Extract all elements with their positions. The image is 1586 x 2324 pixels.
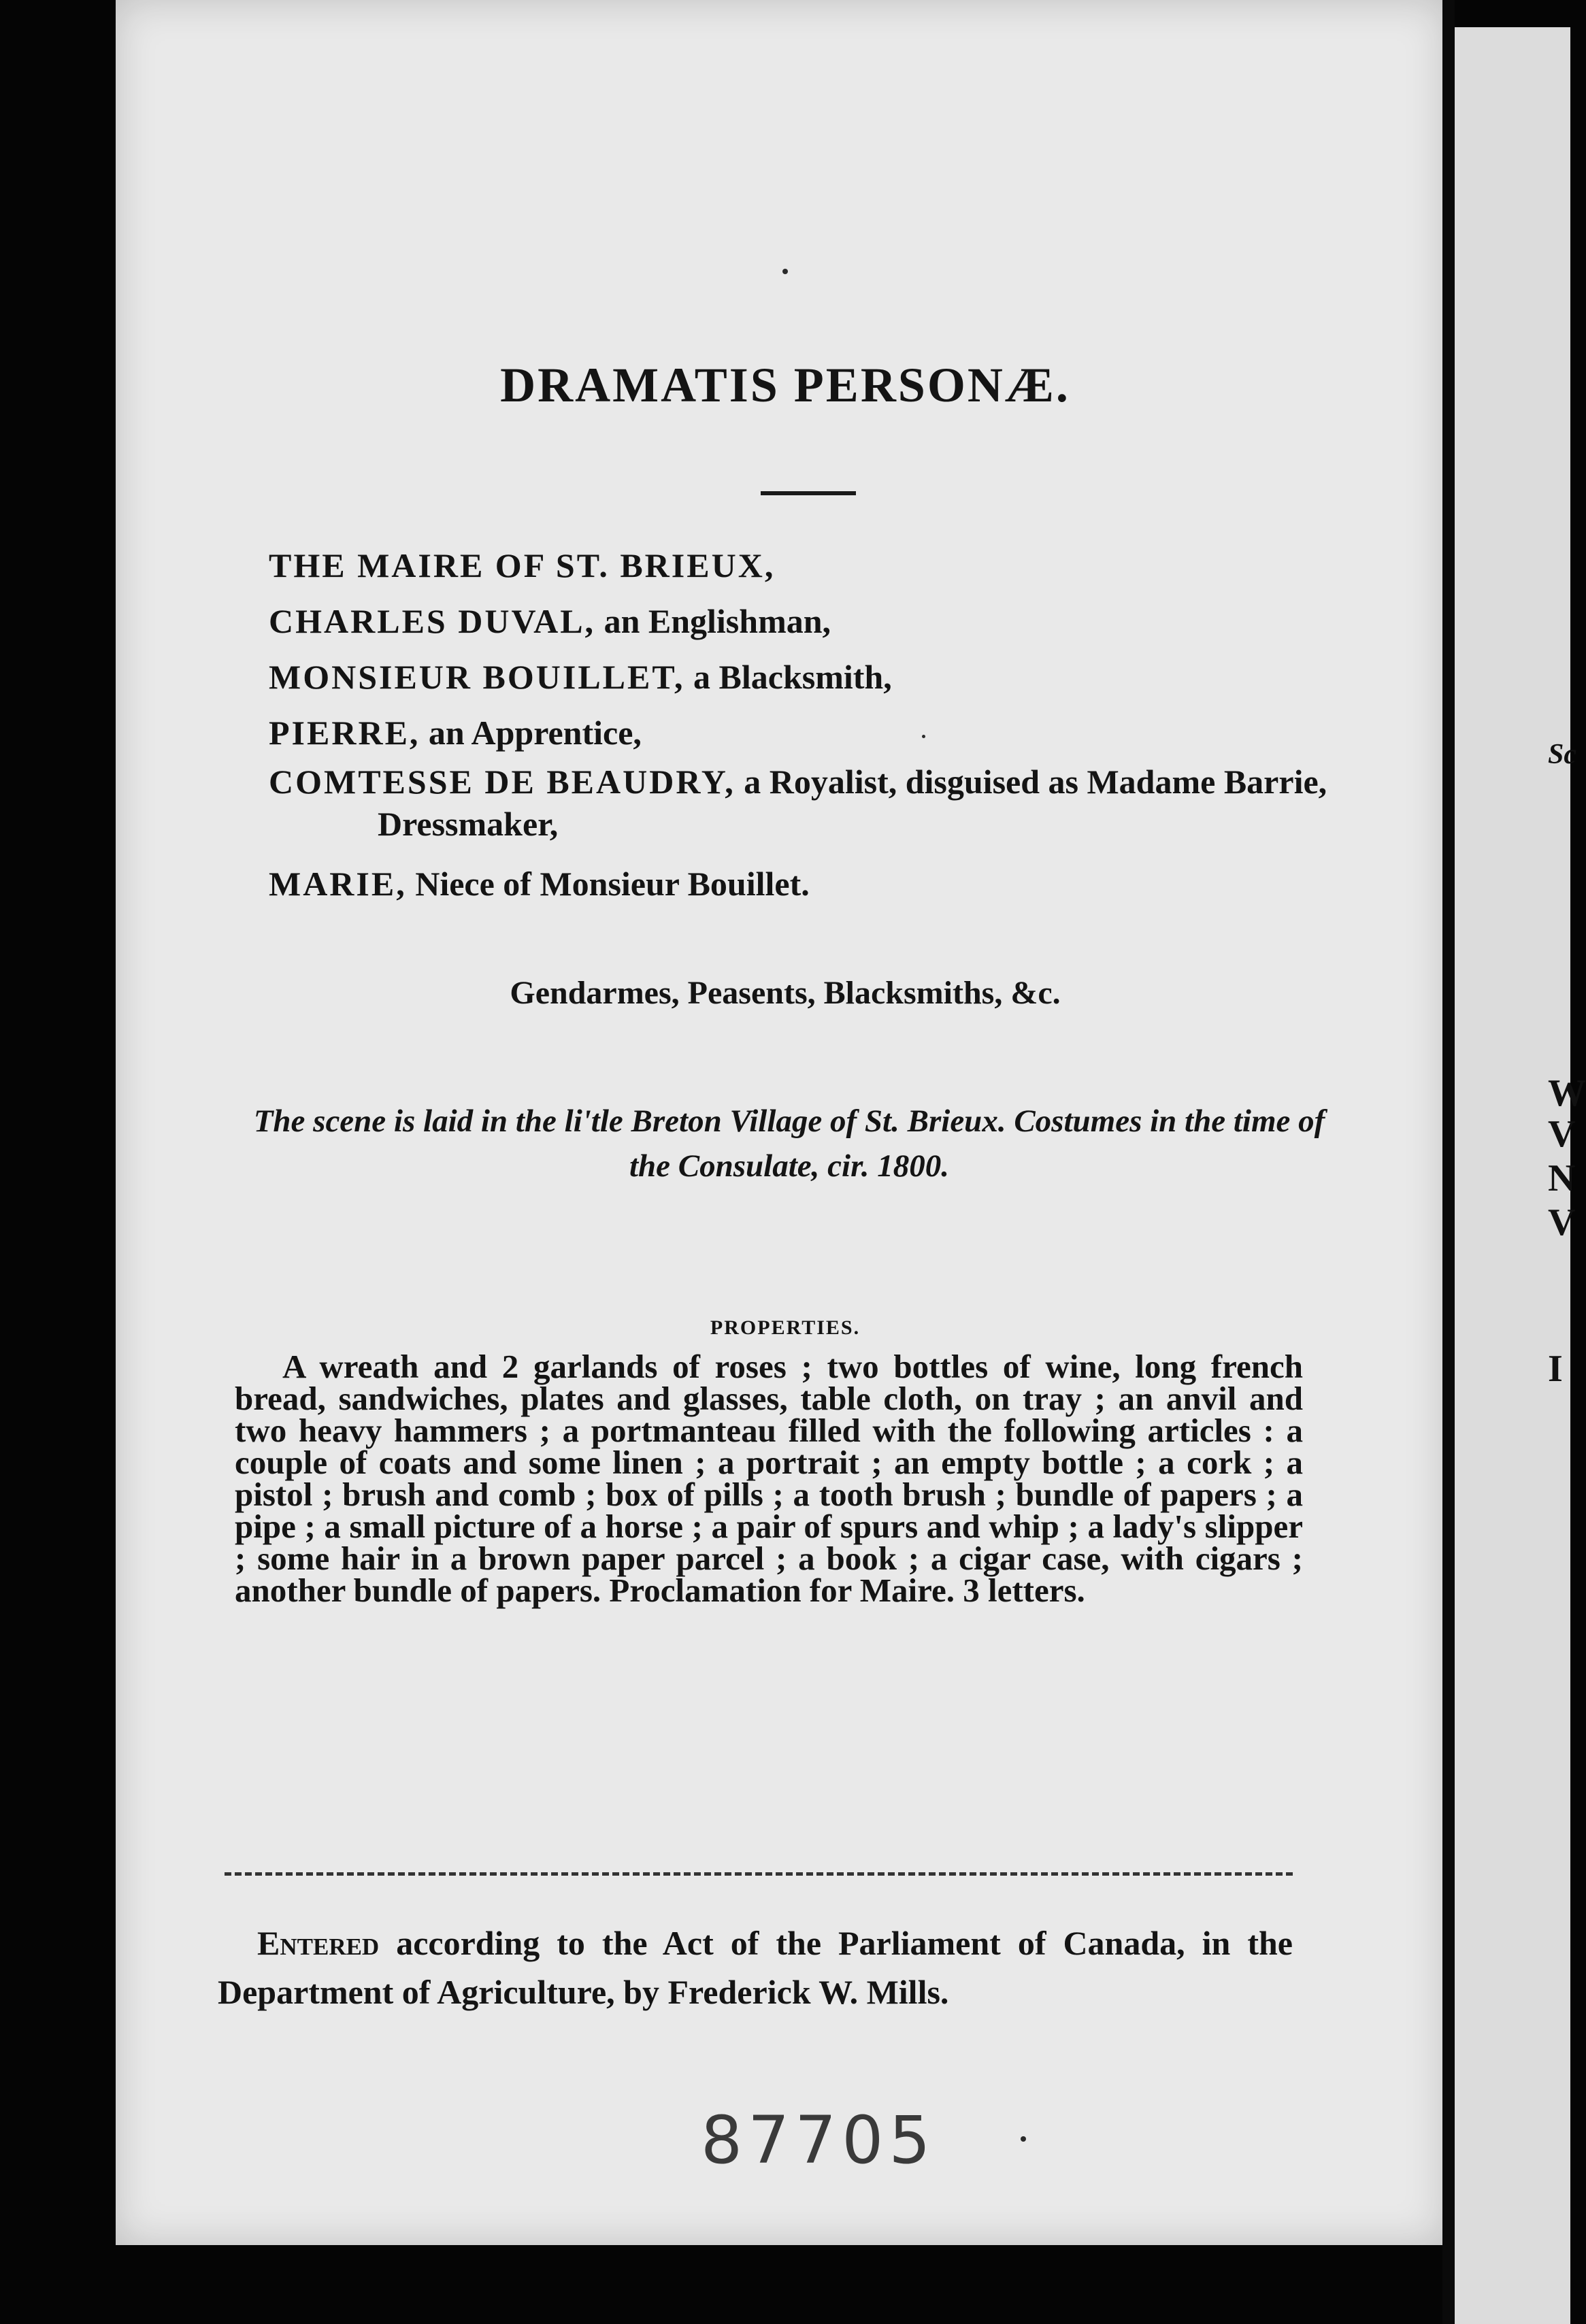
character-role: an Englishman, — [595, 602, 831, 640]
page-title: DRAMATIS PERSONÆ. — [500, 358, 1070, 412]
properties-list: A wreath and 2 garlands of roses ; two bottles of wine, long french bread, sandwiches, plates and glasses, table cloth, on tray ; an anvil and two heavy hammers ; a portmanteau filled with the following articles : a couple of coats and some linen ; a portrait ; an empty bottle ; a cork ; a pistol ; brush and comb ; box of pills ; a tooth brush ; bundle of papers ; a pipe ; a small picture of a horse ; a pair of spurs and whip ; a lady's slipper ; some hair in a brown paper parcel ; a book ; a cigar case, with cigars ; another bundle of papers. Proclamation for Maire. 3 letters. — [235, 1348, 1303, 1609]
copyright-notice — [218, 1919, 1293, 2016]
scene-note: The scene is laid in the li'tle Breton Village of St. Brieux. Costumes in the time of the Consulate, cir. 1800. — [253, 1103, 1325, 1184]
cast-entry — [269, 593, 1357, 649]
character-role: a Royalist, disguised as Madame Barrie, Dressmaker, — [378, 763, 1327, 843]
character-name: THE MAIRE OF ST. BRIEUX, — [269, 546, 776, 584]
cast-entry — [269, 856, 1357, 912]
character-role: a Blacksmith, — [684, 658, 892, 696]
book-gutter — [1442, 0, 1455, 2324]
entered-lead: Entered — [257, 1924, 380, 1962]
edge-letter: W — [1548, 1072, 1586, 1114]
cast-entry — [269, 705, 1357, 761]
cast-entry — [269, 649, 1357, 705]
cast-entry — [269, 537, 1357, 593]
properties-heading: PROPERTIES. — [710, 1316, 861, 1339]
character-name: MARIE, — [269, 865, 407, 903]
dotted-rule — [225, 1872, 1293, 1876]
title-rule — [761, 491, 856, 495]
edge-letter: N — [1548, 1157, 1576, 1199]
character-role: an Apprentice, — [420, 714, 642, 752]
character-role: Niece of Monsieur Bouillet. — [406, 865, 810, 903]
paper-speck — [922, 735, 925, 738]
paper-speck — [782, 269, 788, 274]
supporting-cast: Gendarmes, Peasents, Blacksmiths, &c. — [510, 975, 1061, 1011]
edge-letter: Sc — [1548, 739, 1576, 770]
edge-letter: I — [1548, 1348, 1563, 1390]
pencil-accession-number: 87705 — [701, 2102, 936, 2178]
paper-speck — [1021, 2136, 1026, 2142]
character-name: MONSIEUR BOUILLET, — [269, 658, 685, 696]
edge-letter: V — [1548, 1113, 1576, 1155]
cast-list — [269, 537, 1357, 912]
character-name: CHARLES DUVAL, — [269, 602, 596, 640]
character-name: COMTESSE DE BEAUDRY, — [269, 763, 736, 801]
character-name: PIERRE, — [269, 714, 420, 752]
copyright-text: according to the Act of the Parliament of Canada, in the Department of Agriculture, by Frederick W. Mills. — [218, 1924, 1293, 2011]
cast-entry — [269, 761, 1357, 845]
edge-letter: V — [1548, 1201, 1576, 1244]
